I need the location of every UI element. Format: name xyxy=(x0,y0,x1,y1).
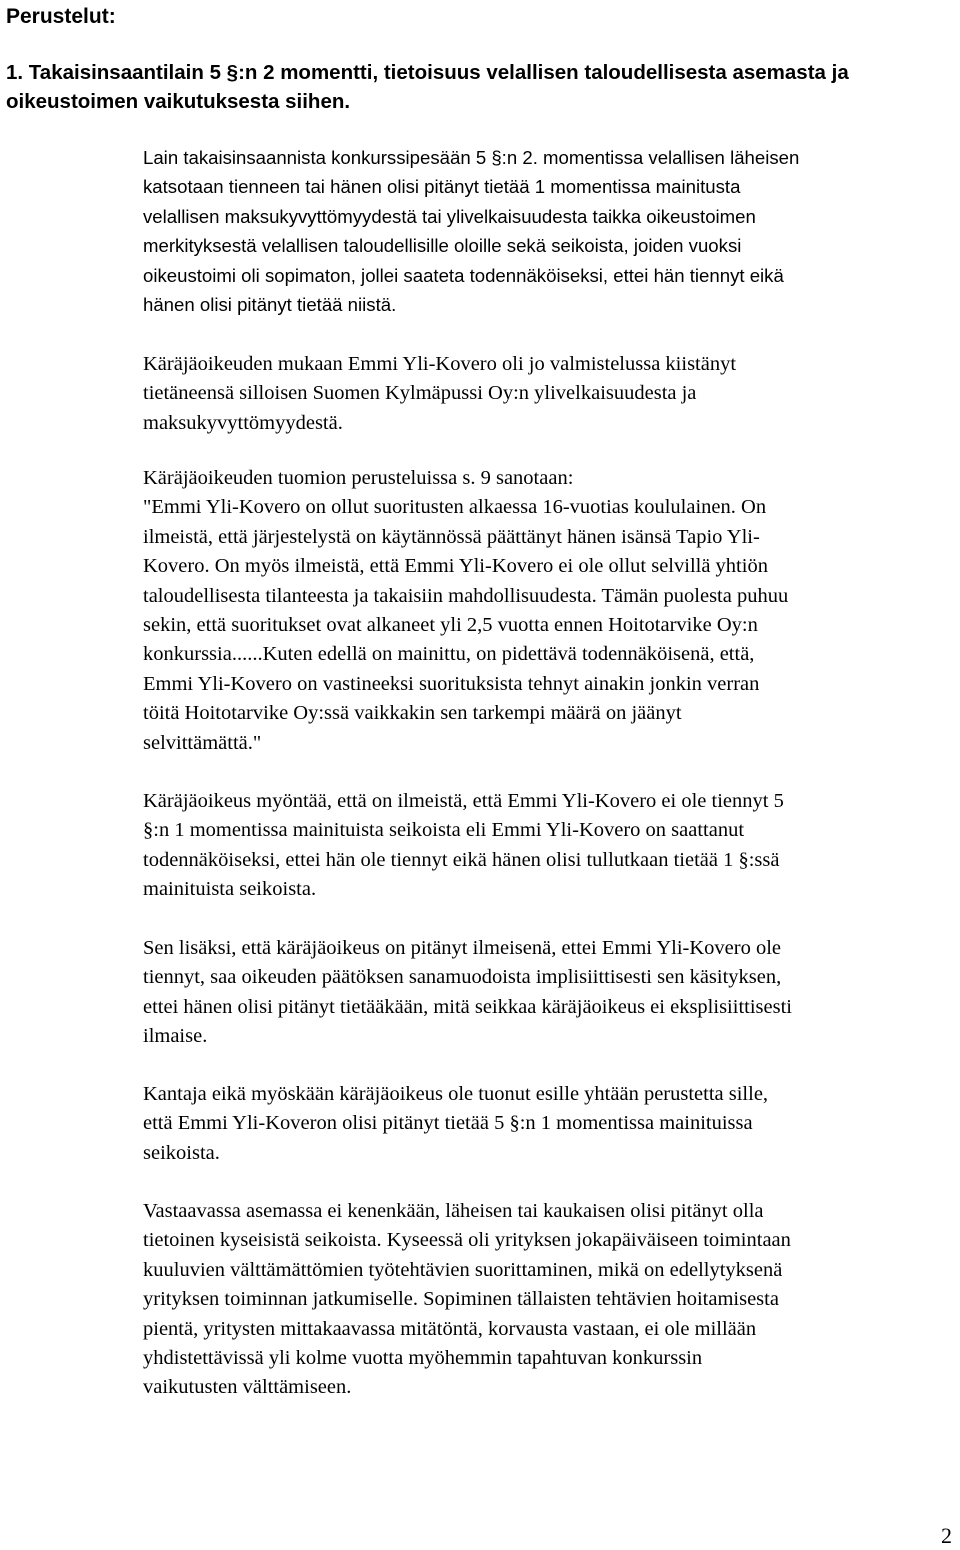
section-heading: Perustelut: xyxy=(6,5,116,28)
paragraph-line: todennäköiseksi, ettei hän ole tiennyt eikä hänen olisi tullutkaan tietää 1 §:ssä xyxy=(143,848,780,871)
point-1-line: oikeustoimen vaikutuksesta siihen. xyxy=(6,90,351,113)
point-1-line: 1. Takaisinsaantilain 5 §:n 2 momentti, tietoisuus velallisen taloudellisesta asemasta ja xyxy=(6,61,849,84)
paragraph-line: sekin, että suoritukset ovat alkaneet yli 2,5 vuotta ennen Hoitotarvike Oy:n xyxy=(143,614,758,637)
paragraph-line: että Emmi Yli-Koveron olisi pitänyt tietää 5 §:n 1 momentissa mainituissa xyxy=(143,1112,753,1135)
paragraph-court-view xyxy=(143,350,948,438)
paragraph-court-admits xyxy=(143,787,948,905)
paragraph-line: ilmeistä, että järjestelystä on käytännössä päättänyt hänen isänsä Tapio Yli- xyxy=(143,525,760,548)
paragraph-law-text xyxy=(143,143,948,319)
paragraph-implicit xyxy=(143,934,948,1052)
paragraph-line: "Emmi Yli-Kovero on ollut suoritusten alkaessa 16-vuotias koululainen. On xyxy=(143,496,767,519)
paragraph-line: Kovero. On myös ilmeistä, että Emmi Yli-Kovero ei ole ollut selvillä yhtiön xyxy=(143,555,768,578)
paragraph-no-grounds xyxy=(143,1080,948,1168)
paragraph-line: yrityksen toiminnan jatkumiselle. Sopiminen tällaisten tehtävien hoitamisesta xyxy=(143,1288,779,1311)
paragraph-line: Lain takaisinsaannista konkurssipesään 5 §:n 2. momentissa velallisen läheisen xyxy=(143,147,800,168)
paragraph-line: tietäneensä silloisen Suomen Kylmäpussi Oy:n ylivelkaisuudesta ja xyxy=(143,382,697,405)
paragraph-line: pientä, yritysten mittakaavassa mitätöntä, korvausta vastaan, ei ole millään xyxy=(143,1317,757,1340)
paragraph-line: merkityksestä velallisen taloudellisille oloille sekä seikoista, joiden vuoksi xyxy=(143,235,742,257)
paragraph-line: §:n 1 momentissa mainituista seikoista eli Emmi Yli-Kovero on saattanut xyxy=(143,819,745,842)
paragraph-line: oikeustoimi oli sopimaton, jollei saateta todennäköiseksi, ettei hän tiennyt eikä xyxy=(143,264,784,286)
paragraph-quote xyxy=(143,464,948,758)
paragraph-line: tietoinen kyseisistä seikoista. Kyseessä oli yrityksen jokapäiväiseen toimintaan xyxy=(143,1229,791,1252)
paragraph-line: Käräjäoikeus myöntää, että on ilmeistä, että Emmi Yli-Kovero ei ole tiennyt 5 xyxy=(143,790,784,812)
paragraph-line: seikoista. xyxy=(143,1141,220,1164)
page-number: 2 xyxy=(941,1523,952,1548)
paragraph-line: konkurssia......Kuten edellä on mainittu, on pidettävä todennäköisenä, että, xyxy=(143,643,755,666)
paragraph-line: hänen olisi pitänyt tietää niistä. xyxy=(143,294,397,316)
paragraph-line: taloudellisesta tilanteesta ja takaisiin mahdollisuudesta. Tämän puolesta puhuu xyxy=(143,584,789,607)
paragraph-line: Käräjäoikeuden tuomion perusteluissa s. 9 sanotaan: xyxy=(143,467,574,489)
paragraph-line: kuuluvien välttämättömien työtehtävien suorittaminen, mikä on edellytyksenä xyxy=(143,1258,783,1281)
paragraph-line: ettei hänen olisi pitänyt tietääkään, mitä seikkaa käräjäoikeus ei eksplisiittisesti xyxy=(143,995,792,1018)
paragraph-line: ilmaise. xyxy=(143,1025,208,1048)
paragraph-line: Sen lisäksi, että käräjäoikeus on pitänyt ilmeisenä, ettei Emmi Yli-Kovero ole xyxy=(143,937,781,959)
paragraph-line: Emmi Yli-Kovero on vastineeksi suorituksista tehnyt ainakin jonkin verran xyxy=(143,672,760,695)
paragraph-line: velallisen maksukyvyttömyydestä tai ylivelkaisuudesta taikka oikeustoimen xyxy=(143,205,756,227)
paragraph-line: Käräjäoikeuden mukaan Emmi Yli-Kovero oli jo valmistelussa kiistänyt xyxy=(143,353,737,375)
paragraph-line: töitä Hoitotarvike Oy:ssä vaikkakin sen tarkempi määrä on jäänyt xyxy=(143,702,682,725)
paragraph-line: tiennyt, saa oikeuden päätöksen sanamuodoista implisiittisesti sen käsityksen, xyxy=(143,966,782,989)
paragraph-line: Kantaja eikä myöskään käräjäoikeus ole tuonut esille yhtään perustetta sille, xyxy=(143,1083,769,1105)
paragraph-line: vaikutusten välttämiseen. xyxy=(143,1376,352,1399)
paragraph-line: yhdistettävissä yli kolme vuotta myöhemmin tapahtuvan konkurssin xyxy=(143,1347,703,1370)
paragraph-line: katsotaan tienneen tai hänen olisi pitänyt tietää 1 momentissa mainitusta xyxy=(143,176,741,198)
paragraph-line: Vastaavassa asemassa ei kenenkään, läheisen tai kaukaisen olisi pitänyt olla xyxy=(143,1200,764,1222)
paragraph-comparable-position xyxy=(143,1197,948,1403)
paragraph-line: maksukyvyttömyydestä. xyxy=(143,411,343,434)
paragraph-line: mainituista seikoista. xyxy=(143,878,317,901)
point-1-title xyxy=(6,58,951,116)
paragraph-line: selvittämättä." xyxy=(143,731,262,754)
